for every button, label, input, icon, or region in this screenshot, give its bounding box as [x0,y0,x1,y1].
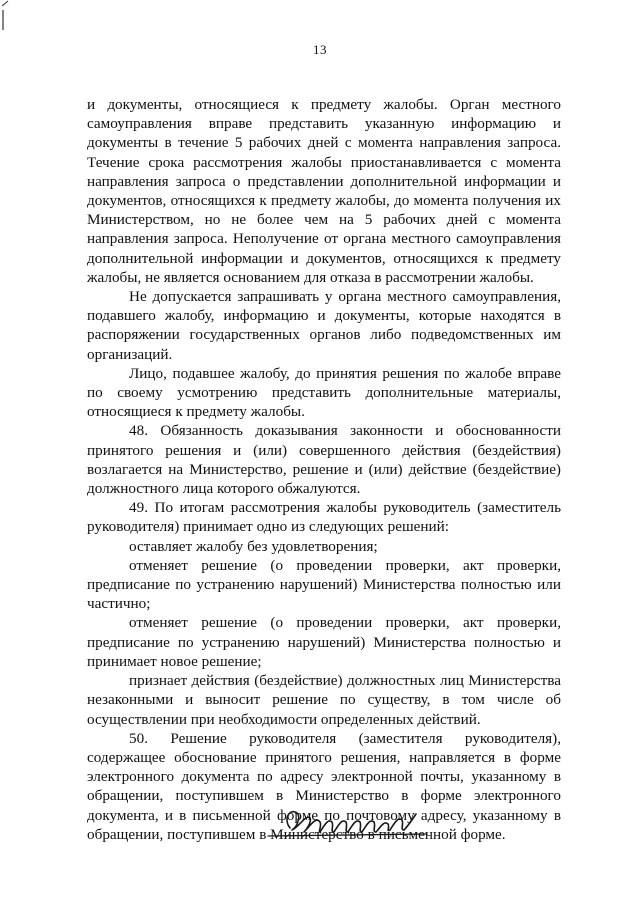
paragraph-50: 50. Решение руководителя (заместителя руководителя), содержащее обоснование принятого решения, направляется в форме электронного документа по адресу электронной почты, указанному в обращении, поступившем в Министерство в форме электронного документа, и в письменной форме по почтовому адресу, указанному в обращении, поступившем в Министерство в письменной форме. [87,729,561,843]
document-body [87,95,561,844]
corner-mark-icon [0,0,14,34]
paragraph-49: 49. По итогам рассмотрения жалобы руководитель (заместитель руководителя) принимает одно из следующих решений: [87,499,561,536]
decision-option-1: оставляет жалобу без удовлетворения; [129,537,378,555]
decision-option-2: отменяет решение (о проведении проверки, акт проверки, предписание по устранению нарушений) Министерства полностью или частично; [87,556,561,613]
paragraph-continuation: и документы, относящиеся к предмету жалобы. Орган местного самоуправления вправе представить указанную информацию и документы в течение 5 рабочих дней с момента направления запроса. Течение срока рассмотрения жалобы приостанавливается с момента направления запроса о представлении дополнительной информации и документов, относящихся к предмету жалобы, до момента получения их Министерством, но не более чем на 5 рабочих дней с момента направления запроса. Неполучение от органа местного самоуправления дополнительной информации и документов, относящихся к предмету жалобы, не является основанием для отказа в рассмотрении жалобы. [87,96,561,286]
decision-option-4: признает действия (бездействие) должностных лиц Министерства незаконными и выносит решение по существу, в том числе об осуществлении при необходимости определенных действий. [87,672,561,728]
handwritten-signature-icon [262,800,432,842]
paragraph-48: 48. Обязанность доказывания законности и обоснованности принятого решения и (или) совершенного действия (бездействия) возлагается на Министерство, решение и (или) действие (бездействие) должностного лица которого обжалуются. [87,422,561,498]
paragraph-additional-materials: Лицо, подавшее жалобу, до принятия решения по жалобе вправе по своему усмотрению представить дополнительные материалы, относящиеся к предмету жалобы. [87,364,561,421]
decision-option-3: отменяет решение (о проведении проверки, акт проверки, предписание по устранению нарушений) Министерства полностью и принимает новое решение; [87,614,561,670]
paragraph-no-requests: Не допускается запрашивать у органа местного самоуправления, подавшего жалобу, информацию и документы, которые находятся в распоряжении государственных органов либо подведомственных им организаций. [87,288,561,363]
page-number: 13 [313,42,327,57]
